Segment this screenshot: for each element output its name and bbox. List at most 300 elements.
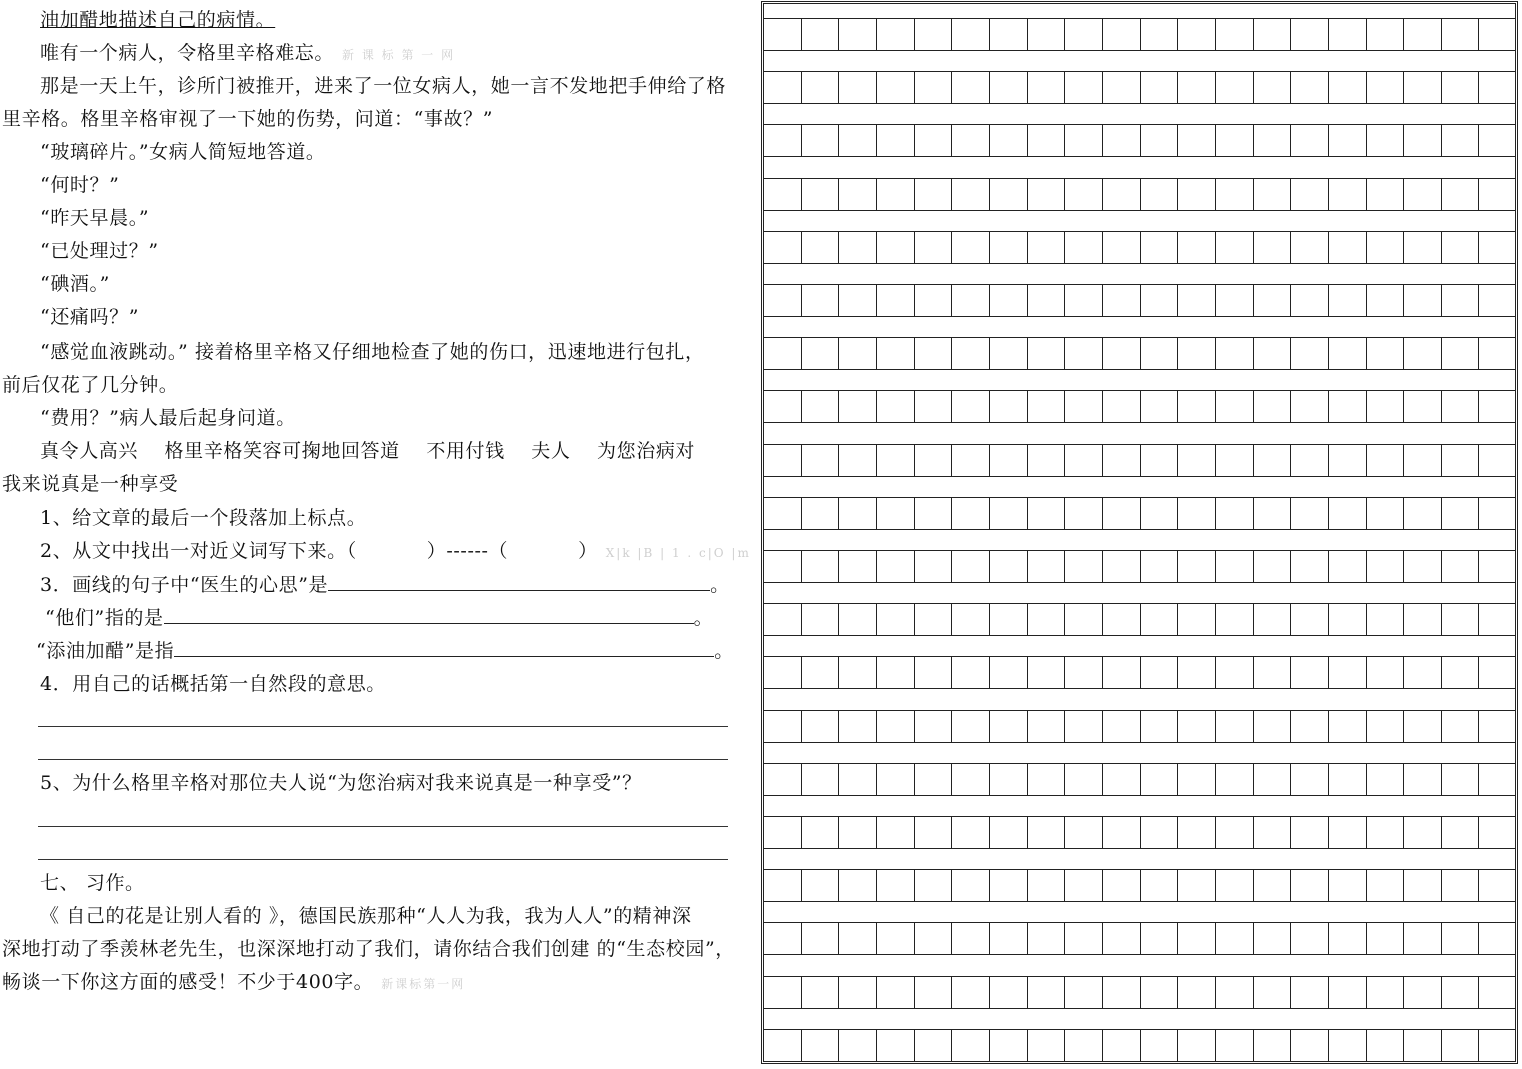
grid-cell[interactable] [1141, 391, 1179, 422]
grid-cell[interactable] [952, 657, 990, 688]
grid-cell[interactable] [1141, 498, 1179, 529]
grid-cell[interactable] [877, 72, 915, 103]
grid-cell[interactable] [1028, 711, 1066, 742]
grid-cell[interactable] [764, 657, 802, 688]
grid-cell[interactable] [1254, 72, 1292, 103]
grid-cell[interactable] [802, 817, 840, 848]
grid-cell[interactable] [915, 923, 953, 954]
grid-cell[interactable] [1442, 977, 1480, 1008]
grid-cell[interactable] [1404, 604, 1442, 635]
grid-cell[interactable] [1141, 445, 1179, 476]
grid-cell[interactable] [1329, 711, 1367, 742]
grid-cell[interactable] [952, 604, 990, 635]
grid-cell[interactable] [1103, 72, 1141, 103]
grid-cell[interactable] [1065, 338, 1103, 369]
grid-cell[interactable] [802, 551, 840, 582]
grid-cell[interactable] [1254, 817, 1292, 848]
grid-cell[interactable] [764, 604, 802, 635]
grid-cell[interactable] [1065, 179, 1103, 210]
grid-cell[interactable] [990, 179, 1028, 210]
grid-cell[interactable] [1254, 923, 1292, 954]
grid-cell[interactable] [1216, 338, 1254, 369]
grid-cell[interactable] [1141, 179, 1179, 210]
grid-cell[interactable] [839, 870, 877, 901]
grid-cell[interactable] [1103, 923, 1141, 954]
grid-cell[interactable] [1141, 125, 1179, 156]
grid-cell[interactable] [1479, 391, 1516, 422]
grid-cell[interactable] [1367, 179, 1405, 210]
answer-line[interactable] [38, 759, 728, 760]
grid-cell[interactable] [1216, 179, 1254, 210]
grid-cell[interactable] [1404, 338, 1442, 369]
grid-cell[interactable] [839, 764, 877, 795]
grid-cell[interactable] [1254, 232, 1292, 263]
grid-cell[interactable] [1329, 285, 1367, 316]
grid-cell[interactable] [1028, 125, 1066, 156]
grid-cell[interactable] [802, 285, 840, 316]
grid-cell[interactable] [1216, 923, 1254, 954]
grid-cell[interactable] [839, 445, 877, 476]
grid-cell[interactable] [1367, 711, 1405, 742]
grid-cell[interactable] [1178, 445, 1216, 476]
grid-cell[interactable] [1028, 817, 1066, 848]
grid-cell[interactable] [1065, 817, 1103, 848]
grid-cell[interactable] [1254, 604, 1292, 635]
grid-cell[interactable] [990, 125, 1028, 156]
grid-cell[interactable] [1216, 232, 1254, 263]
grid-cell[interactable] [1329, 179, 1367, 210]
grid-cell[interactable] [952, 711, 990, 742]
grid-cell[interactable] [1103, 338, 1141, 369]
grid-cell[interactable] [990, 817, 1028, 848]
grid-cell[interactable] [839, 19, 877, 50]
grid-cell[interactable] [1178, 338, 1216, 369]
grid-cell[interactable] [1404, 232, 1442, 263]
grid-cell[interactable] [1291, 285, 1329, 316]
grid-cell[interactable] [1254, 711, 1292, 742]
grid-cell[interactable] [877, 1030, 915, 1061]
grid-cell[interactable] [1479, 72, 1516, 103]
grid-cell[interactable] [1216, 285, 1254, 316]
grid-cell[interactable] [1028, 977, 1066, 1008]
grid-cell[interactable] [1254, 125, 1292, 156]
grid-cell[interactable] [1028, 338, 1066, 369]
grid-cell[interactable] [1404, 125, 1442, 156]
grid-cell[interactable] [1329, 72, 1367, 103]
grid-cell[interactable] [990, 870, 1028, 901]
grid-cell[interactable] [1028, 391, 1066, 422]
grid-cell[interactable] [1254, 1030, 1292, 1061]
grid-cell[interactable] [877, 923, 915, 954]
grid-cell[interactable] [1141, 232, 1179, 263]
grid-cell[interactable] [990, 232, 1028, 263]
grid-cell[interactable] [1367, 870, 1405, 901]
grid-cell[interactable] [877, 338, 915, 369]
grid-cell[interactable] [1479, 19, 1516, 50]
grid-cell[interactable] [839, 179, 877, 210]
grid-cell[interactable] [764, 711, 802, 742]
grid-cell[interactable] [1178, 232, 1216, 263]
grid-cell[interactable] [877, 125, 915, 156]
grid-cell[interactable] [1216, 870, 1254, 901]
grid-cell[interactable] [1367, 72, 1405, 103]
grid-cell[interactable] [1479, 870, 1516, 901]
grid-cell[interactable] [1216, 711, 1254, 742]
grid-cell[interactable] [802, 232, 840, 263]
grid-cell[interactable] [1329, 604, 1367, 635]
grid-cell[interactable] [1065, 923, 1103, 954]
grid-cell[interactable] [952, 232, 990, 263]
grid-cell[interactable] [1479, 338, 1516, 369]
grid-cell[interactable] [1178, 285, 1216, 316]
grid-cell[interactable] [1442, 498, 1480, 529]
grid-cell[interactable] [1178, 657, 1216, 688]
grid-cell[interactable] [1367, 125, 1405, 156]
grid-cell[interactable] [1103, 285, 1141, 316]
grid-cell[interactable] [1291, 817, 1329, 848]
grid-cell[interactable] [1442, 764, 1480, 795]
grid-cell[interactable] [1103, 551, 1141, 582]
grid-cell[interactable] [1028, 657, 1066, 688]
grid-cell[interactable] [1329, 1030, 1367, 1061]
grid-cell[interactable] [1329, 391, 1367, 422]
grid-cell[interactable] [1178, 711, 1216, 742]
grid-cell[interactable] [952, 19, 990, 50]
grid-cell[interactable] [1329, 657, 1367, 688]
grid-cell[interactable] [1216, 445, 1254, 476]
grid-cell[interactable] [802, 125, 840, 156]
grid-cell[interactable] [915, 870, 953, 901]
grid-cell[interactable] [839, 1030, 877, 1061]
grid-cell[interactable] [877, 551, 915, 582]
grid-cell[interactable] [1028, 232, 1066, 263]
grid-cell[interactable] [877, 391, 915, 422]
grid-cell[interactable] [1065, 285, 1103, 316]
grid-cell[interactable] [1141, 764, 1179, 795]
grid-cell[interactable] [1329, 125, 1367, 156]
grid-cell[interactable] [1404, 391, 1442, 422]
grid-cell[interactable] [1329, 817, 1367, 848]
grid-cell[interactable] [1065, 125, 1103, 156]
grid-cell[interactable] [1291, 551, 1329, 582]
grid-cell[interactable] [1141, 1030, 1179, 1061]
grid-cell[interactable] [1178, 604, 1216, 635]
grid-cell[interactable] [990, 391, 1028, 422]
grid-cell[interactable] [1367, 232, 1405, 263]
grid-cell[interactable] [1479, 179, 1516, 210]
grid-cell[interactable] [1216, 391, 1254, 422]
grid-cell[interactable] [1291, 764, 1329, 795]
grid-cell[interactable] [1442, 391, 1480, 422]
grid-cell[interactable] [1141, 604, 1179, 635]
grid-cell[interactable] [1291, 657, 1329, 688]
grid-cell[interactable] [839, 285, 877, 316]
grid-cell[interactable] [1329, 551, 1367, 582]
grid-cell[interactable] [1291, 391, 1329, 422]
grid-cell[interactable] [1254, 498, 1292, 529]
grid-cell[interactable] [1442, 817, 1480, 848]
grid-cell[interactable] [1216, 764, 1254, 795]
grid-cell[interactable] [1028, 923, 1066, 954]
grid-cell[interactable] [764, 285, 802, 316]
grid-cell[interactable] [877, 445, 915, 476]
grid-cell[interactable] [764, 923, 802, 954]
answer-blank[interactable] [328, 572, 710, 591]
grid-cell[interactable] [1404, 285, 1442, 316]
grid-cell[interactable] [877, 604, 915, 635]
grid-cell[interactable] [1028, 72, 1066, 103]
grid-cell[interactable] [1178, 764, 1216, 795]
grid-cell[interactable] [1028, 1030, 1066, 1061]
grid-cell[interactable] [952, 764, 990, 795]
grid-cell[interactable] [802, 711, 840, 742]
grid-cell[interactable] [990, 498, 1028, 529]
grid-cell[interactable] [1329, 977, 1367, 1008]
grid-cell[interactable] [802, 72, 840, 103]
grid-cell[interactable] [1216, 498, 1254, 529]
grid-cell[interactable] [1065, 72, 1103, 103]
grid-cell[interactable] [915, 764, 953, 795]
grid-cell[interactable] [1404, 179, 1442, 210]
grid-cell[interactable] [1028, 604, 1066, 635]
grid-cell[interactable] [1367, 923, 1405, 954]
grid-cell[interactable] [802, 604, 840, 635]
grid-cell[interactable] [1028, 19, 1066, 50]
grid-cell[interactable] [952, 977, 990, 1008]
grid-cell[interactable] [1216, 125, 1254, 156]
grid-cell[interactable] [1065, 604, 1103, 635]
grid-cell[interactable] [1141, 977, 1179, 1008]
grid-cell[interactable] [1291, 498, 1329, 529]
grid-cell[interactable] [1103, 1030, 1141, 1061]
grid-cell[interactable] [1479, 445, 1516, 476]
grid-cell[interactable] [952, 923, 990, 954]
grid-cell[interactable] [764, 179, 802, 210]
grid-cell[interactable] [1367, 445, 1405, 476]
grid-cell[interactable] [764, 817, 802, 848]
grid-cell[interactable] [1254, 19, 1292, 50]
grid-cell[interactable] [1178, 977, 1216, 1008]
grid-cell[interactable] [877, 817, 915, 848]
grid-cell[interactable] [764, 870, 802, 901]
grid-cell[interactable] [802, 498, 840, 529]
grid-cell[interactable] [1367, 338, 1405, 369]
grid-cell[interactable] [877, 179, 915, 210]
grid-cell[interactable] [1103, 817, 1141, 848]
grid-cell[interactable] [802, 923, 840, 954]
grid-cell[interactable] [990, 445, 1028, 476]
grid-cell[interactable] [802, 338, 840, 369]
grid-cell[interactable] [1065, 498, 1103, 529]
grid-cell[interactable] [839, 498, 877, 529]
grid-cell[interactable] [952, 391, 990, 422]
grid-cell[interactable] [1442, 72, 1480, 103]
grid-cell[interactable] [764, 391, 802, 422]
grid-cell[interactable] [1141, 551, 1179, 582]
grid-cell[interactable] [1065, 391, 1103, 422]
grid-cell[interactable] [1291, 179, 1329, 210]
grid-cell[interactable] [1479, 604, 1516, 635]
grid-cell[interactable] [1442, 19, 1480, 50]
grid-cell[interactable] [1367, 604, 1405, 635]
grid-cell[interactable] [915, 19, 953, 50]
grid-cell[interactable] [952, 551, 990, 582]
grid-cell[interactable] [1178, 125, 1216, 156]
grid-cell[interactable] [1329, 445, 1367, 476]
grid-cell[interactable] [1028, 551, 1066, 582]
grid-cell[interactable] [915, 657, 953, 688]
grid-cell[interactable] [1329, 232, 1367, 263]
grid-cell[interactable] [990, 657, 1028, 688]
grid-cell[interactable] [1367, 498, 1405, 529]
grid-cell[interactable] [1178, 179, 1216, 210]
grid-cell[interactable] [990, 923, 1028, 954]
grid-cell[interactable] [1291, 232, 1329, 263]
grid-cell[interactable] [1442, 179, 1480, 210]
grid-cell[interactable] [1367, 285, 1405, 316]
grid-cell[interactable] [915, 338, 953, 369]
grid-cell[interactable] [990, 285, 1028, 316]
grid-cell[interactable] [1065, 977, 1103, 1008]
grid-cell[interactable] [1141, 657, 1179, 688]
grid-cell[interactable] [1442, 657, 1480, 688]
grid-cell[interactable] [1479, 232, 1516, 263]
grid-cell[interactable] [1291, 870, 1329, 901]
answer-blank[interactable] [164, 605, 694, 624]
grid-cell[interactable] [1479, 711, 1516, 742]
grid-cell[interactable] [764, 551, 802, 582]
grid-cell[interactable] [1028, 870, 1066, 901]
grid-cell[interactable] [1216, 604, 1254, 635]
grid-cell[interactable] [1254, 285, 1292, 316]
grid-cell[interactable] [1178, 19, 1216, 50]
grid-cell[interactable] [764, 498, 802, 529]
grid-cell[interactable] [1216, 657, 1254, 688]
grid-cell[interactable] [1404, 977, 1442, 1008]
grid-cell[interactable] [1254, 977, 1292, 1008]
grid-cell[interactable] [1404, 498, 1442, 529]
grid-cell[interactable] [915, 498, 953, 529]
grid-cell[interactable] [1141, 338, 1179, 369]
grid-cell[interactable] [1479, 657, 1516, 688]
grid-cell[interactable] [1065, 657, 1103, 688]
grid-cell[interactable] [1479, 498, 1516, 529]
grid-cell[interactable] [915, 72, 953, 103]
grid-cell[interactable] [839, 125, 877, 156]
grid-cell[interactable] [915, 711, 953, 742]
grid-cell[interactable] [915, 977, 953, 1008]
grid-cell[interactable] [952, 1030, 990, 1061]
grid-cell[interactable] [1028, 285, 1066, 316]
grid-cell[interactable] [1404, 817, 1442, 848]
grid-cell[interactable] [990, 977, 1028, 1008]
grid-cell[interactable] [1404, 711, 1442, 742]
grid-cell[interactable] [1367, 764, 1405, 795]
grid-cell[interactable] [1103, 391, 1141, 422]
grid-cell[interactable] [1178, 1030, 1216, 1061]
answer-blank[interactable] [174, 638, 714, 657]
grid-cell[interactable] [1141, 19, 1179, 50]
grid-cell[interactable] [877, 498, 915, 529]
grid-cell[interactable] [1178, 391, 1216, 422]
grid-cell[interactable] [877, 764, 915, 795]
grid-cell[interactable] [1216, 817, 1254, 848]
grid-cell[interactable] [1291, 338, 1329, 369]
grid-cell[interactable] [1367, 977, 1405, 1008]
grid-cell[interactable] [802, 977, 840, 1008]
grid-cell[interactable] [1254, 338, 1292, 369]
grid-cell[interactable] [1178, 870, 1216, 901]
grid-cell[interactable] [1291, 977, 1329, 1008]
grid-cell[interactable] [802, 764, 840, 795]
grid-cell[interactable] [1442, 125, 1480, 156]
grid-cell[interactable] [1329, 923, 1367, 954]
answer-line[interactable] [38, 726, 728, 727]
grid-cell[interactable] [1103, 179, 1141, 210]
grid-cell[interactable] [877, 711, 915, 742]
grid-cell[interactable] [990, 764, 1028, 795]
grid-cell[interactable] [802, 1030, 840, 1061]
grid-cell[interactable] [1103, 604, 1141, 635]
grid-cell[interactable] [1065, 764, 1103, 795]
grid-cell[interactable] [1367, 817, 1405, 848]
grid-cell[interactable] [1065, 551, 1103, 582]
grid-cell[interactable] [1404, 657, 1442, 688]
grid-cell[interactable] [1442, 285, 1480, 316]
grid-cell[interactable] [1329, 764, 1367, 795]
grid-cell[interactable] [915, 817, 953, 848]
grid-cell[interactable] [839, 391, 877, 422]
grid-cell[interactable] [802, 870, 840, 901]
grid-cell[interactable] [764, 72, 802, 103]
grid-cell[interactable] [877, 232, 915, 263]
grid-cell[interactable] [1254, 391, 1292, 422]
grid-cell[interactable] [1103, 764, 1141, 795]
grid-cell[interactable] [952, 125, 990, 156]
grid-cell[interactable] [990, 1030, 1028, 1061]
grid-cell[interactable] [1065, 1030, 1103, 1061]
grid-cell[interactable] [1065, 711, 1103, 742]
grid-cell[interactable] [1141, 817, 1179, 848]
grid-cell[interactable] [1479, 551, 1516, 582]
grid-cell[interactable] [1367, 391, 1405, 422]
grid-cell[interactable] [915, 604, 953, 635]
grid-cell[interactable] [1442, 445, 1480, 476]
grid-cell[interactable] [1479, 1030, 1516, 1061]
grid-cell[interactable] [1216, 72, 1254, 103]
grid-cell[interactable] [1479, 977, 1516, 1008]
grid-cell[interactable] [990, 72, 1028, 103]
grid-cell[interactable] [1065, 19, 1103, 50]
answer-line[interactable] [38, 826, 728, 827]
grid-cell[interactable] [1442, 923, 1480, 954]
grid-cell[interactable] [990, 338, 1028, 369]
grid-cell[interactable] [1442, 711, 1480, 742]
grid-cell[interactable] [1065, 445, 1103, 476]
grid-cell[interactable] [990, 19, 1028, 50]
grid-cell[interactable] [764, 1030, 802, 1061]
grid-cell[interactable] [1404, 870, 1442, 901]
grid-cell[interactable] [1178, 923, 1216, 954]
grid-cell[interactable] [1141, 711, 1179, 742]
grid-cell[interactable] [839, 657, 877, 688]
grid-cell[interactable] [839, 72, 877, 103]
grid-cell[interactable] [1479, 764, 1516, 795]
grid-cell[interactable] [1141, 285, 1179, 316]
grid-cell[interactable] [1028, 498, 1066, 529]
grid-cell[interactable] [1254, 179, 1292, 210]
grid-cell[interactable] [802, 179, 840, 210]
